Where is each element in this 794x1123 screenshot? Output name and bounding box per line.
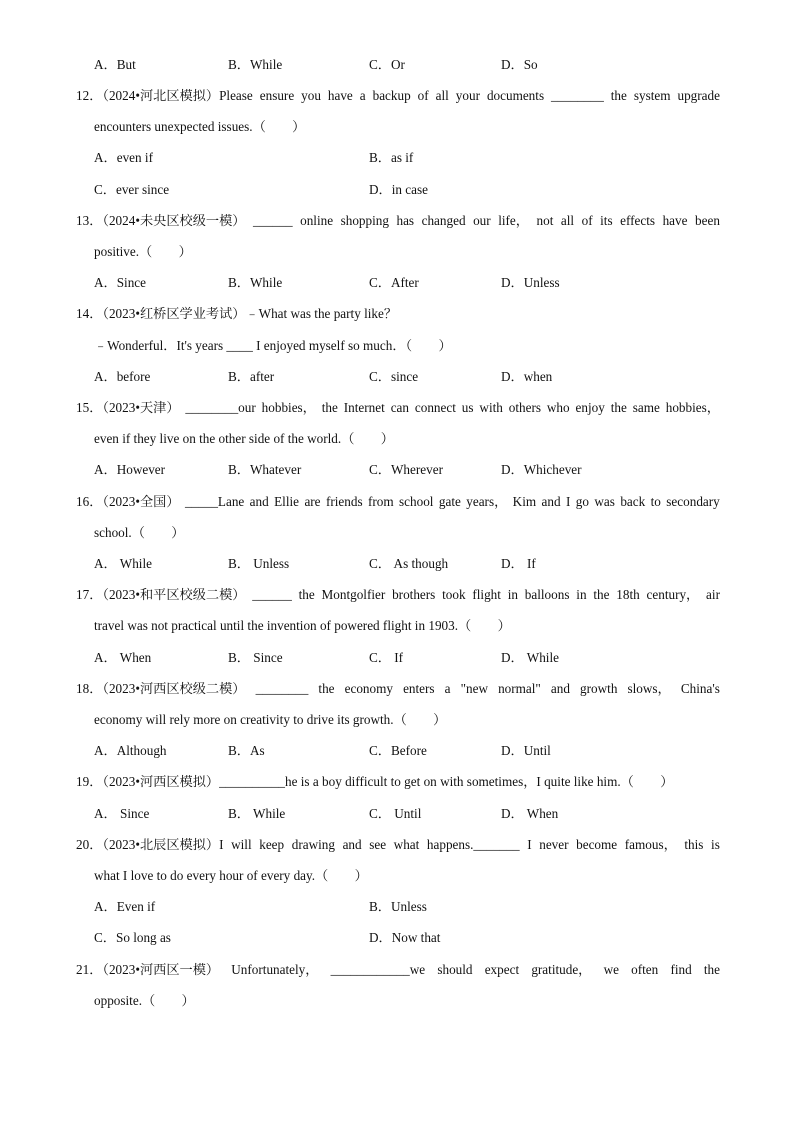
q13-option-c[interactable]: C．After <box>369 275 419 290</box>
q11-option-d[interactable]: D．So <box>501 57 538 72</box>
q17-word: took <box>442 587 466 602</box>
q17-word: flight <box>472 587 501 602</box>
q16-word: years， <box>466 494 508 509</box>
q20-option-b[interactable]: B．Unless <box>369 899 427 914</box>
q13-word: has <box>396 213 415 228</box>
q11-option-c[interactable]: C．Or <box>369 57 405 72</box>
q18-word: and <box>550 681 570 696</box>
q13-option-d[interactable]: D．Unless <box>501 275 560 290</box>
q21-blank[interactable]: ____________we <box>330 962 426 977</box>
q12-option-d[interactable]: D．in case <box>369 182 428 197</box>
q13-word: not <box>536 213 554 228</box>
q13-blank[interactable]: ______ <box>253 213 293 228</box>
q12-blank[interactable]: ________ <box>551 88 604 103</box>
q12-word: upgrade <box>677 88 720 103</box>
q19-option-d[interactable]: D． When <box>501 806 559 821</box>
q13-word: have <box>662 213 688 228</box>
q14-option-c[interactable]: C．since <box>369 369 419 384</box>
q18-word: 18．（2023•河西区校级二模） <box>76 681 246 696</box>
q21-word: find <box>670 962 692 977</box>
q15-word: hobbies， <box>665 400 720 415</box>
q13-word: changed <box>421 213 466 228</box>
q16-word: go <box>575 494 589 509</box>
q13-word: life， <box>498 213 529 228</box>
q16-word: back <box>620 494 646 509</box>
q12-word: 12．（2024•河北区模拟）Please <box>76 88 253 103</box>
q21-word: often <box>631 962 659 977</box>
q18-word: economy <box>344 681 393 696</box>
q15-stem-cont: even if they live on the other side of the world.（ ） <box>94 431 394 446</box>
q15-option-a[interactable]: A．However <box>94 462 166 477</box>
q19-option-a[interactable]: A． Since <box>94 806 150 821</box>
q15-word: who <box>546 400 570 415</box>
q20-word: I <box>527 837 532 852</box>
q20-stem-cont: what I love to do every hour of every day.（ ） <box>94 868 368 883</box>
q17-word: balloons <box>524 587 570 602</box>
q16-word: friends <box>325 494 363 509</box>
q20-stem <box>76 836 720 854</box>
q18-option-a[interactable]: A．Although <box>94 743 167 758</box>
q15-word: the <box>321 400 338 415</box>
q17-stem-cont: travel was not practical until the invention of powered flight in 1903.（ ） <box>94 618 511 633</box>
q16-option-a[interactable]: A． While <box>94 556 152 571</box>
q15-blank[interactable]: ________our <box>185 400 256 415</box>
q21-word: expect <box>484 962 520 977</box>
q17-word: in <box>576 587 587 602</box>
q20-option-c[interactable]: C．So long as <box>94 930 171 945</box>
q15-word: same <box>632 400 660 415</box>
q17-blank[interactable]: ______ <box>252 587 292 602</box>
q13-word: its <box>600 213 613 228</box>
q16-word: 16．（2023•全国） <box>76 494 180 509</box>
q13-word: online <box>300 213 334 228</box>
q21-word: Unfortunately， <box>231 962 319 977</box>
q18-stem <box>76 680 720 698</box>
q12-word: of <box>417 88 429 103</box>
q16-word: to <box>650 494 661 509</box>
q20-word: become <box>576 837 618 852</box>
q17-word: brothers <box>392 587 436 602</box>
q13-word: shopping <box>340 213 389 228</box>
q12-option-a[interactable]: A．even if <box>94 150 153 165</box>
q19-option-b[interactable]: B． While <box>228 806 286 821</box>
q21-word: we <box>603 962 619 977</box>
q18-word: normal" <box>498 681 541 696</box>
q17-word: Montgolfier <box>321 587 386 602</box>
q15-word: connect <box>414 400 456 415</box>
q12-option-c[interactable]: C．ever since <box>94 182 170 197</box>
q17-option-a[interactable]: A． When <box>94 650 152 665</box>
q13-stem <box>76 212 720 230</box>
q12-word: system <box>633 88 671 103</box>
q16-word: and <box>541 494 561 509</box>
q14-option-b[interactable]: B．after <box>228 369 275 384</box>
q16-word: gate <box>438 494 461 509</box>
q13-word: effects <box>620 213 656 228</box>
q17-word: the <box>593 587 610 602</box>
q20-word: drawing <box>291 837 335 852</box>
q18-word: growth <box>580 681 618 696</box>
q12-word: your <box>455 88 480 103</box>
q18-option-c[interactable]: C．Before <box>369 743 427 758</box>
q17-option-b[interactable]: B． Since <box>228 650 283 665</box>
q16-option-d[interactable]: D． If <box>501 556 536 571</box>
q21-stem <box>76 961 720 979</box>
q17-word: century， <box>646 587 700 602</box>
q17-stem <box>76 586 720 604</box>
q12-word: all <box>435 88 449 103</box>
q12-word: ensure <box>259 88 295 103</box>
q21-word: the <box>703 962 720 977</box>
q13-stem-cont: positive.（ ） <box>94 244 192 259</box>
q20-option-d[interactable]: D．Now that <box>369 930 441 945</box>
q16-blank[interactable]: _____Lane <box>184 494 245 509</box>
q17-word: air <box>706 587 720 602</box>
q17-option-d[interactable]: D． While <box>501 650 559 665</box>
q16-word: school <box>399 494 434 509</box>
q16-word: was <box>594 494 615 509</box>
q13-word: our <box>473 213 491 228</box>
q15-word: the <box>610 400 627 415</box>
q18-blank[interactable]: ________ <box>255 681 309 696</box>
q18-option-d[interactable]: D．Until <box>501 743 551 758</box>
q16-word: Ellie <box>274 494 300 509</box>
q14-stem-cont: ﹣Wonderful．It's years ____ I enjoyed myself so much．（ ） <box>94 338 452 353</box>
q12-word: the <box>610 88 627 103</box>
q17-word: in <box>507 587 518 602</box>
q12-word: a <box>359 88 366 103</box>
q12-word: have <box>327 88 353 103</box>
q21-word: should <box>437 962 473 977</box>
q18-word: the <box>318 681 335 696</box>
q18-word: enters <box>403 681 435 696</box>
q15-option-c[interactable]: C．Wherever <box>369 462 443 477</box>
q21-word: gratitude， <box>531 962 592 977</box>
q15-option-b[interactable]: B．Whatever <box>228 462 302 477</box>
q15-word: can <box>390 400 409 415</box>
q16-word: and <box>249 494 269 509</box>
q21-word: 21．（2023•河西区一模） <box>76 962 220 977</box>
q20-word: is <box>711 837 720 852</box>
q13-option-a[interactable]: A．Since <box>94 275 147 290</box>
q16-stem-cont: school.（ ） <box>94 525 185 540</box>
q13-word: all <box>560 213 575 228</box>
q21-stem-cont: opposite.（ ） <box>94 993 195 1008</box>
q16-option-b[interactable]: B． Unless <box>228 556 290 571</box>
q15-word: Internet <box>343 400 385 415</box>
q20-word: see <box>369 837 387 852</box>
q13-word: of <box>581 213 593 228</box>
q12-word: backup <box>372 88 411 103</box>
q20-option-a[interactable]: A．Even if <box>94 899 156 914</box>
q12-option-b[interactable]: B．as if <box>369 150 414 165</box>
q16-word: from <box>367 494 394 509</box>
q13-word: 13．（2024•未央区校级一模） <box>76 213 246 228</box>
q12-word: documents <box>486 88 545 103</box>
q13-option-b[interactable]: B．While <box>228 275 283 290</box>
q15-word: others <box>508 400 541 415</box>
q20-word: keep <box>259 837 285 852</box>
q16-option-c[interactable]: C． As though <box>369 556 449 571</box>
q20-word: 20．（2023•北辰区模拟）I <box>76 837 224 852</box>
q14-option-a[interactable]: A．before <box>94 369 151 384</box>
q13-word: been <box>695 213 720 228</box>
q18-word: "new <box>460 681 488 696</box>
q20-word: and <box>342 837 362 852</box>
q17-word: 18th <box>616 587 640 602</box>
q14-option-d[interactable]: D．when <box>501 369 553 384</box>
q20-word: this <box>684 837 704 852</box>
q12-word: you <box>301 88 321 103</box>
q20-word: never <box>539 837 569 852</box>
q18-option-b[interactable]: B．As <box>228 743 265 758</box>
q15-stem <box>76 399 720 417</box>
q12-stem-cont: encounters unexpected issues.（ ） <box>94 119 306 134</box>
q19-option-c[interactable]: C． Until <box>369 806 422 821</box>
q16-word: Kim <box>512 494 537 509</box>
q16-word: secondary <box>666 494 720 509</box>
q17-word: the <box>298 587 315 602</box>
q17-word: 17．（2023•和平区校级二模） <box>76 587 246 602</box>
q20-word: will <box>231 837 252 852</box>
q15-word: 15．（2023•天津） <box>76 400 180 415</box>
q20-blank[interactable]: happens._______ <box>426 837 520 852</box>
q12-stem <box>76 87 720 105</box>
q15-word: with <box>479 400 503 415</box>
q16-word: are <box>304 494 321 509</box>
q18-word: slows， <box>627 681 671 696</box>
q15-word: us <box>461 400 474 415</box>
q20-word: famous， <box>624 837 677 852</box>
q18-word: China's <box>680 681 720 696</box>
q11-option-a[interactable]: A．But <box>94 57 136 72</box>
q15-word: hobbies， <box>261 400 316 415</box>
q15-option-d[interactable]: D．Whichever <box>501 462 582 477</box>
q20-word: what <box>393 837 420 852</box>
q19-stem: 19．（2023•河西区模拟）__________he is a boy difficult to get on with sometimes，I quite like him.（ ） <box>76 774 674 789</box>
q16-word: I <box>565 494 571 509</box>
q11-option-b[interactable]: B．While <box>228 57 283 72</box>
q16-stem <box>76 493 720 511</box>
q18-stem-cont: economy will rely more on creativity to drive its growth.（ ） <box>94 712 447 727</box>
q17-option-c[interactable]: C． If <box>369 650 404 665</box>
q14-stem: 14．（2023•红桥区学业考试）﹣What was the party like？ <box>76 306 398 321</box>
q15-word: enjoy <box>575 400 605 415</box>
q18-word: a <box>444 681 451 696</box>
